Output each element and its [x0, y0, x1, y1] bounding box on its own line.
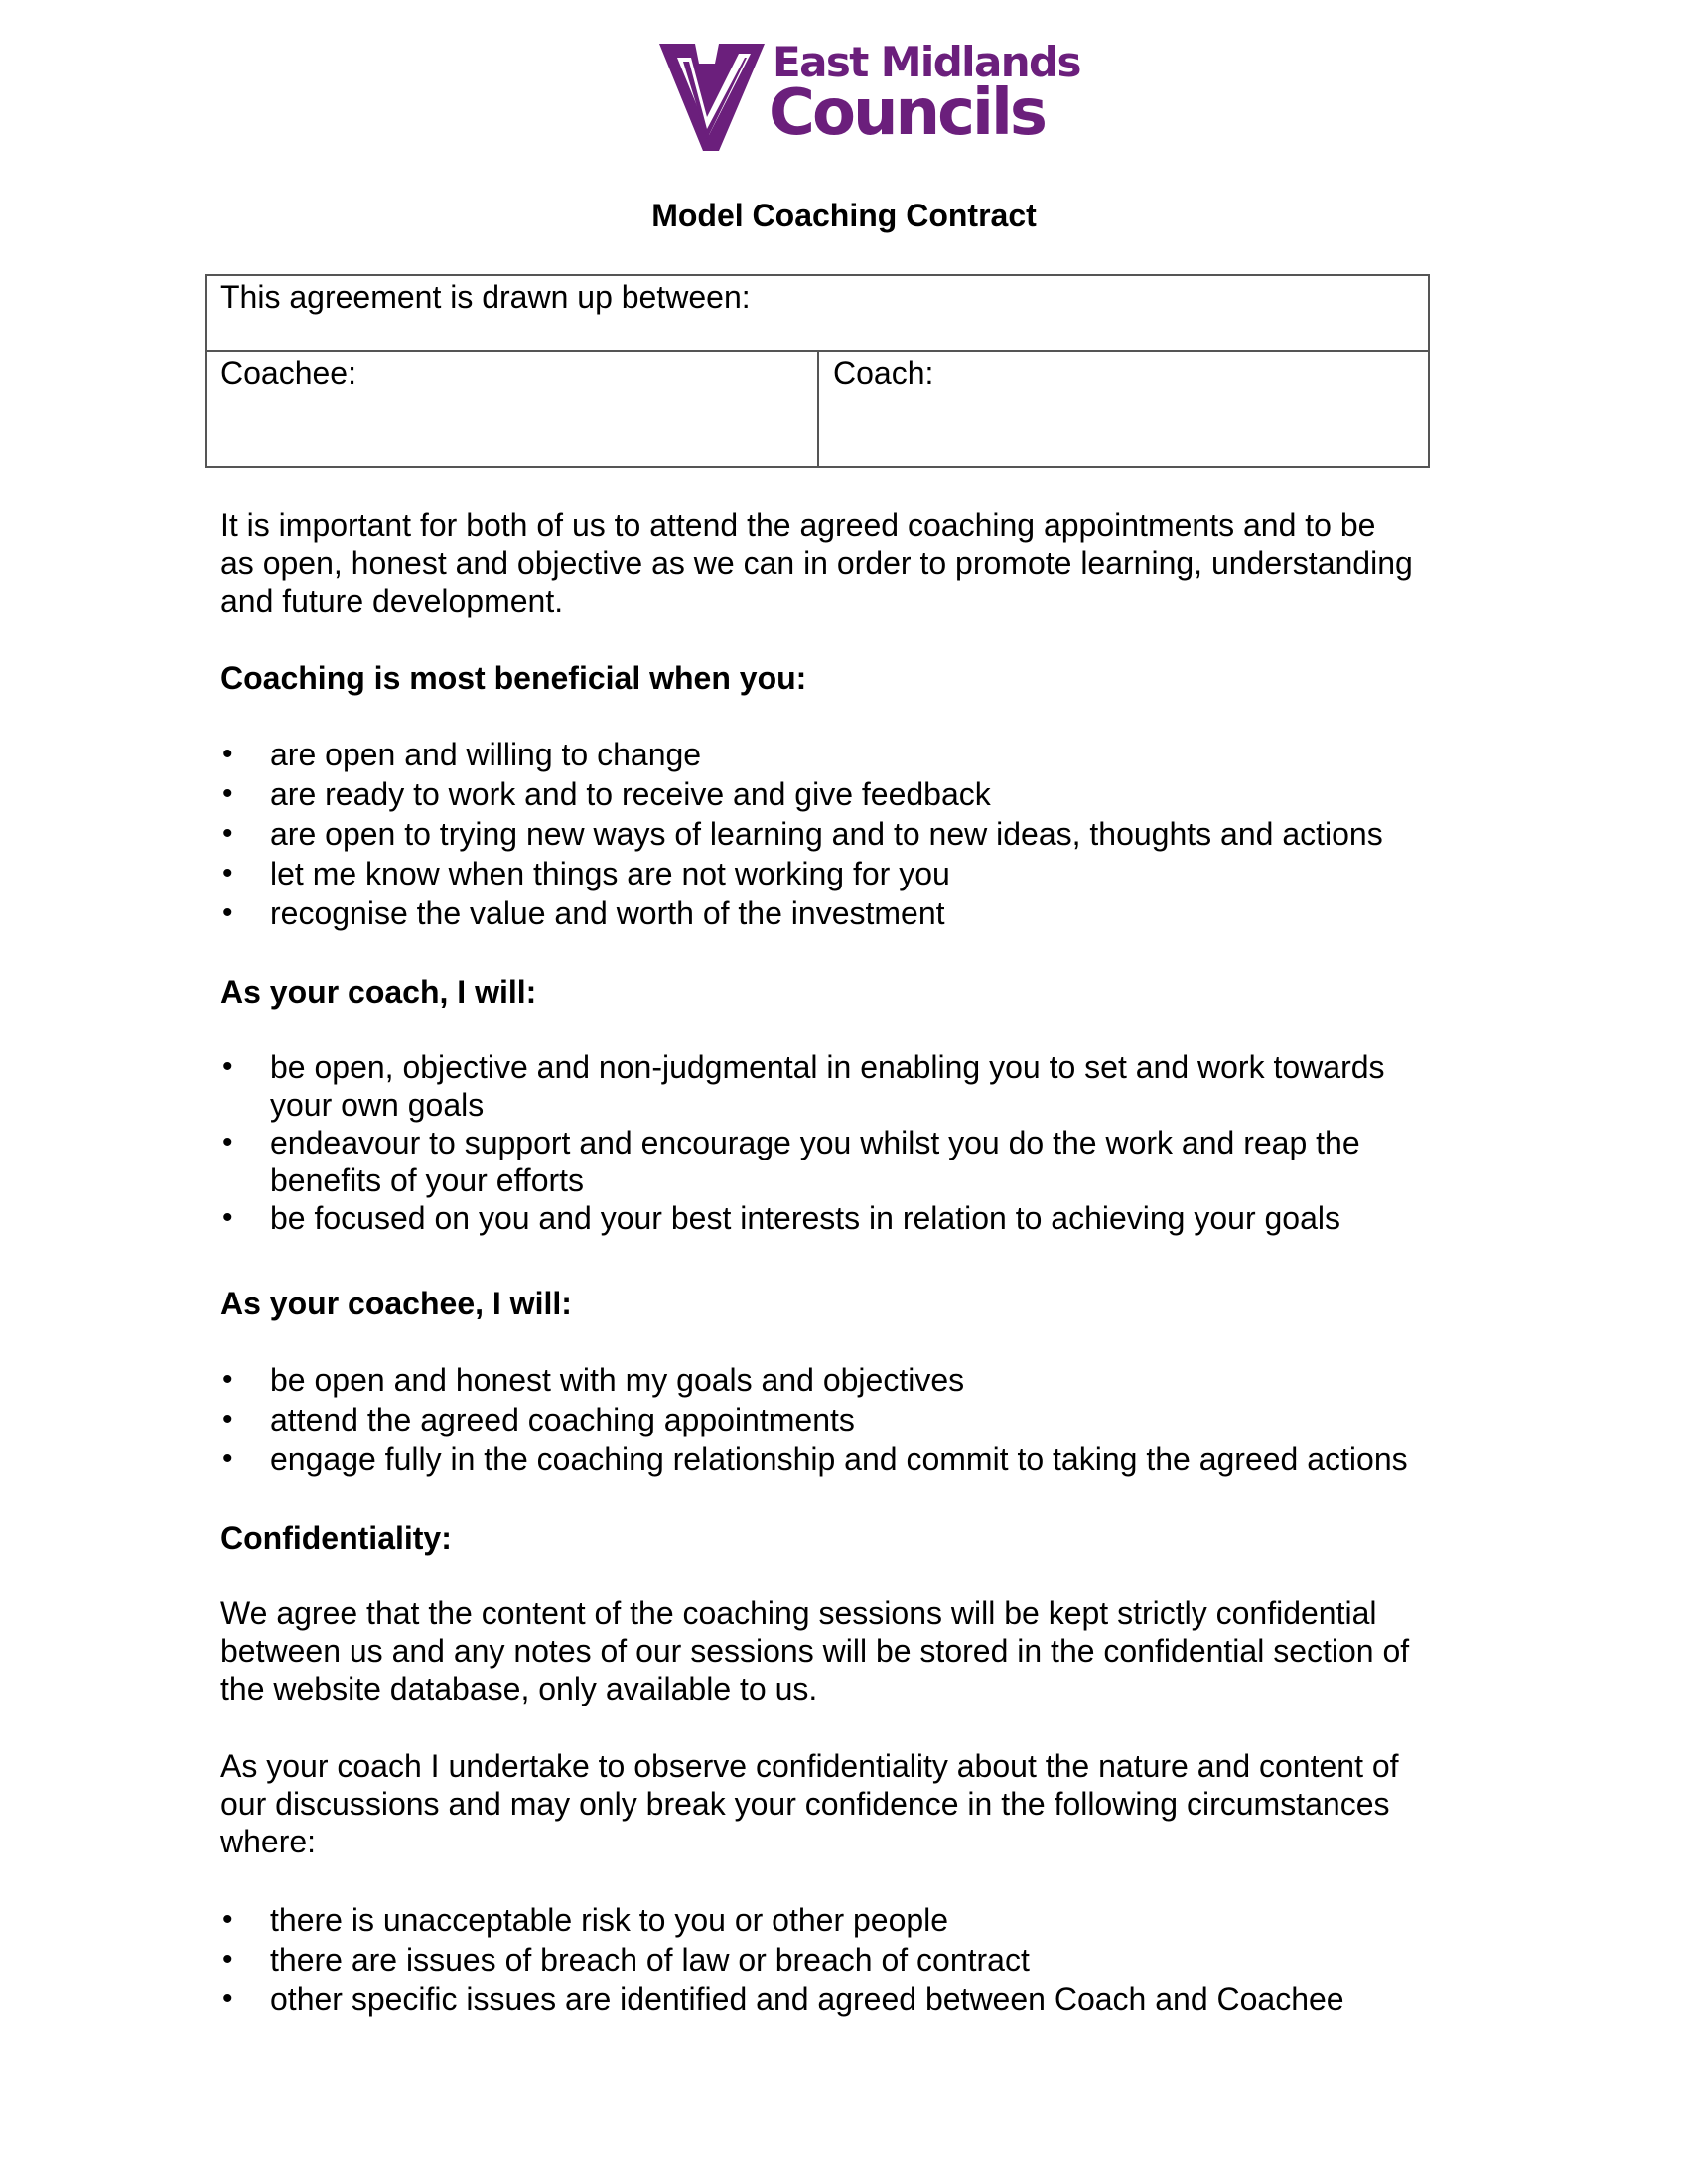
checkmark-logo-icon — [657, 40, 767, 154]
bullet-icon: • — [222, 817, 233, 850]
logo-line-councils: Councils — [769, 76, 1045, 150]
list-item: • there are issues of breach of law or breach of contract — [222, 1942, 1030, 1978]
confidentiality-heading: Confidentiality: — [220, 1520, 452, 1556]
bullet-icon: • — [222, 857, 233, 889]
intro-line: and future development. — [220, 583, 564, 618]
paragraph-line: the website database, only available to us. — [220, 1671, 818, 1706]
bullet-icon: • — [222, 1126, 233, 1159]
confidentiality-exceptions-list — [220, 1900, 1511, 2019]
beneficial-list — [220, 735, 1511, 933]
list-item: • other specific issues are identified and agreed between Coach and Coachee — [222, 1981, 1344, 2017]
agreement-intro-text: This agreement is drawn up between: — [220, 279, 751, 315]
bullet-icon: • — [222, 1403, 233, 1435]
beneficial-heading: Coaching is most beneficial when you: — [220, 660, 807, 696]
coach-cell[interactable] — [819, 352, 1428, 466]
coachee-cell[interactable] — [207, 352, 819, 466]
list-item: • engage fully in the coaching relationship and commit to taking the agreed actions — [222, 1441, 1408, 1477]
paragraph-line: our discussions and may only break your confidence in the following circumstances — [220, 1786, 1390, 1822]
bullet-icon: • — [222, 777, 233, 810]
coachee-commitments-heading: As your coachee, I will: — [220, 1286, 572, 1321]
bullet-icon: • — [222, 1903, 233, 1936]
intro-line: as open, honest and objective as we can in order to promote learning, understanding — [220, 545, 1413, 581]
paragraph-line: between us and any notes of our sessions will be stored in the confidential section of — [220, 1633, 1410, 1669]
paragraph-line: As your coach I undertake to observe confidentiality about the nature and content of — [220, 1748, 1399, 1784]
intro-paragraph — [220, 506, 1491, 619]
list-item: • endeavour to support and encourage you whilst you do the work and reap the benefits of your efforts — [222, 1125, 1360, 1198]
list-item: • let me know when things are not working for you — [222, 856, 950, 891]
bullet-icon: • — [222, 1982, 233, 2015]
coachee-commitments-list — [220, 1360, 1511, 1479]
list-item: • are open to trying new ways of learning and to new ideas, thoughts and actions — [222, 816, 1383, 852]
intro-line: It is important for both of us to attend the agreed coaching appointments and to be — [220, 507, 1376, 543]
list-item: • are ready to work and to receive and give feedback — [222, 776, 991, 812]
agreement-parties-table — [205, 274, 1430, 468]
list-item: • attend the agreed coaching appointments — [222, 1402, 855, 1437]
list-item: • there is unacceptable risk to you or other people — [222, 1902, 949, 1938]
bullet-icon: • — [222, 896, 233, 929]
list-item: • be focused on you and your best interests in relation to achieving your goals — [222, 1200, 1340, 1236]
bullet-icon: • — [222, 738, 233, 770]
list-item: • are open and willing to change — [222, 737, 702, 772]
list-item: • be open and honest with my goals and objectives — [222, 1362, 965, 1398]
bullet-icon: • — [222, 1943, 233, 1976]
coach-label: Coach: — [833, 355, 934, 391]
paragraph-line: where: — [220, 1824, 317, 1859]
coach-commitments-list — [220, 1048, 1511, 1237]
list-item: • recognise the value and worth of the investment — [222, 895, 945, 931]
confidentiality-paragraph-1 — [220, 1594, 1491, 1707]
paragraph-line: We agree that the content of the coaching sessions will be kept strictly confidential — [220, 1595, 1377, 1631]
bullet-icon: • — [222, 1050, 233, 1083]
coachee-label: Coachee: — [220, 355, 356, 391]
agreement-intro-row — [207, 276, 1428, 352]
bullet-icon: • — [222, 1442, 233, 1475]
document-title: Model Coaching Contract — [651, 198, 1037, 233]
east-midlands-councils-logo — [657, 38, 1080, 154]
confidentiality-paragraph-2 — [220, 1747, 1491, 1860]
bullet-icon: • — [222, 1201, 233, 1234]
coach-commitments-heading: As your coach, I will: — [220, 974, 537, 1010]
logo-line-east-midlands: East Midlands — [773, 38, 1080, 86]
list-item: • be open, objective and non-judgmental in enabling you to set and work towards your own goals — [222, 1049, 1385, 1123]
bullet-icon: • — [222, 1363, 233, 1396]
